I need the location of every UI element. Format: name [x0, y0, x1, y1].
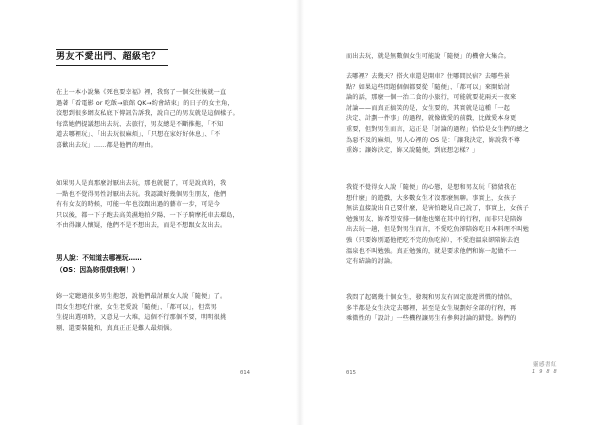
paragraph-3 — [346, 183, 562, 268]
logo-year: 1 9 8 8 — [532, 369, 558, 375]
text-line: 多半都是女生決定去哪裡，甚至是女生規劃好全部的行程，再 — [346, 304, 517, 312]
text-line: 只以後，都一下子跑去高美濕地拍夕陽、一下子騎摩托車去環島， — [56, 211, 239, 219]
text-line: 有有女友的時候，可能一年也沒跟出過的藝市一步，可是今 — [56, 201, 220, 209]
text-line: 為惡不及的麻煩，男人心裡的 OS 是：「讓我決定，妳說我不尊 — [346, 136, 521, 144]
text-line: 沒想到很多網友私底下傳訊告訴我，說自己的男友就是這個樣子。 — [56, 110, 239, 118]
page-number: 014 — [240, 370, 250, 376]
paragraph-2 — [346, 72, 562, 157]
text-line: 論的話，那麼一個一治二食的小旅行，可能就要花兩天一夜來 — [346, 94, 517, 102]
text-line: 溫泉也不叫勉強。真正勉強的，就是要求他們和妳一起做不一 — [346, 247, 517, 255]
text-line: 每當她們提議想出去玩、去旅行，男友總是不斷推拖，「不知 — [56, 120, 224, 128]
text-line: 點？如果這些問題個個都要從「隨便」、「都可以」來開始討 — [346, 83, 511, 91]
logo-text: 靈感書紅 — [532, 362, 557, 368]
text-line: 討論——而真正搞笑的是，女生要的，其實就是這種「一起 — [346, 104, 510, 112]
text-line: 定有結論的討論。 — [346, 258, 397, 266]
paragraph-1 — [346, 52, 562, 63]
text-line: 強（只要妳別逼他把吃不完的魚吃掉），不愛泡溫泉卻陪妳去泡 — [346, 236, 520, 244]
text-line: 重妳；讓妳決定，妳又說隨便，到底想怎樣？」 — [346, 147, 479, 155]
text-line: 問女生想吃什麼，女生老愛說「隨便」、「都可以」，但當男 — [56, 303, 218, 311]
paragraph-2 — [56, 179, 268, 232]
text-line: 妳一定聽過很多男生抱怨，說他們最討厭女人說「隨便」了。 — [56, 293, 227, 300]
text-line: 想什麼」的遊戲，大多數女生才沒那麼無聊。事實上，女孩子 — [346, 194, 517, 202]
text-line: 在上一本小說集《死也要幸福》裡，我寫了一個交往後就一直 — [56, 89, 227, 96]
text-line: 我問了起碼幾十個女生，發現和男友有固定旅遊習慣的情侶， — [346, 294, 517, 301]
text-line: 喜歡出去玩」……都是他們的理由。 — [56, 141, 157, 149]
text-line: 決定、計劃一件事」的過程，就像做愛的前戲，比做愛本身更 — [346, 115, 517, 123]
text-line: 如果男人是真那麼討厭出去玩，那也就罷了，可是說真的，我 — [56, 180, 227, 187]
text-line: 道去哪裡玩」、「出去玩很麻煩」、「只想在家好好休息」、「不 — [56, 131, 221, 139]
text-line: 不由得讓人懷疑，他們不是不想出去，而是不想跟女友出去。 — [56, 222, 227, 230]
text-line: 我從不覺得女人說「隨便」的心態，是想和男友玩「猜猜我在 — [346, 184, 517, 191]
text-line: 去哪裡？去幾天？搭火車還是開車？住哪間民宿？去哪些景 — [346, 73, 510, 80]
text-line: 出去玩一趟，但是對男生而言，不愛吃魚卻陪妳吃日本料理不叫勉 — [346, 226, 529, 234]
text-line: 勉強男友、妳希望安排一個他也樂在其中的行程，而非只是陪妳 — [346, 215, 523, 223]
section-heading: 男友不愛出門、超級宅？ — [56, 49, 168, 66]
paragraph-4 — [346, 293, 562, 325]
text-line: 生提出選項時，又意見一大堆，這個不行那個不要，明明很挑 — [56, 314, 227, 322]
text-line: 乘微性的「設計」一些機程讓男生有參與討論的錯覺。妳們的 — [346, 315, 517, 323]
text-line: 剔、還要裝隨和，真真正正是難人最煩惱。 — [56, 324, 176, 332]
text-line: 過著「看電影 or 吃飯→旅館 QK→約會結束」的日子的女主角， — [56, 99, 234, 107]
text-line: 無法直接說出自己要什麼，是害怕聽見自己說了，事實上，女孩子 — [346, 205, 529, 213]
text-line: 重要，但對男生而言，這正是「討論的過程」恰恰是女生們的總之 — [346, 125, 529, 133]
page-number: 015 — [346, 370, 356, 376]
right-page — [300, 0, 600, 425]
quote-os: （OS：因為妳很煩我啊！） — [56, 266, 139, 274]
publisher-logo — [527, 362, 563, 376]
text-line: 而出去玩，就是無數個女生可能說「隨便」的機會大集合。 — [346, 53, 510, 60]
paragraph-3 — [56, 292, 268, 334]
paragraph-1 — [56, 88, 268, 152]
text-line: 一點也不覺得男性討厭出去玩。我認識好幾個男生朋友，他們 — [56, 190, 227, 198]
quote-line: 男人說：不知道去哪裡玩…… — [56, 254, 142, 262]
